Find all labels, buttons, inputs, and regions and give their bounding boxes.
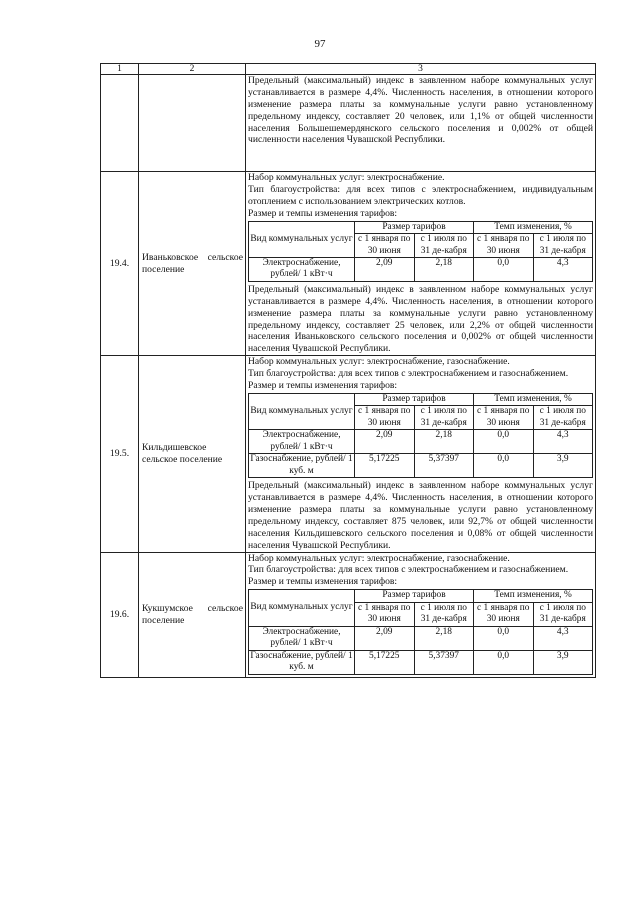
rate-value: 4,3	[533, 257, 593, 281]
service-name: Газоснабжение, рублей/ 1 куб. м	[250, 454, 353, 476]
improvement-text: Тип благоустройства: для всех типов с электроснабжением и газоснабжением.	[248, 564, 569, 576]
improvement-text: Тип благоустройства: для всех типов с электроснабжением, индивидуальным отоплением с использованием электрических котлов.	[248, 183, 593, 207]
service-name: Электроснабжение, рублей/ 1 кВт·ч	[249, 430, 355, 454]
service-set-text: Набор коммунальных услуг: электроснабжение, газоснабжение.	[248, 552, 510, 564]
improvement-text: Тип благоустройства: для всех типов с электроснабжением и газоснабжением.	[248, 368, 569, 380]
tariff-header-size: Размер тарифов	[355, 221, 474, 233]
period-header: с 1 января по 30 июня	[474, 234, 534, 258]
rate-value: 0,0	[474, 454, 534, 478]
period-header: с 1 января по 30 июня	[355, 234, 415, 258]
period-header: с 1 июля по 31 де-кабря	[414, 602, 474, 626]
period-header: с 1 июля по 31 де-кабря	[533, 406, 593, 430]
rate-value: 0,0	[474, 430, 534, 454]
rate-value: 3,9	[533, 650, 593, 674]
tariff-table	[248, 589, 593, 674]
tariff-header-rate: Темп изменения, %	[474, 221, 593, 233]
rate-value: 0,0	[474, 650, 534, 674]
table-row	[101, 356, 596, 552]
tariff-value: 5,17225	[355, 650, 415, 674]
tariff-header-rate: Темп изменения, %	[474, 590, 593, 602]
tariff-value: 2,18	[414, 257, 474, 281]
settlement-name: Кильдишевское сельское поселение	[139, 356, 246, 552]
settlement-name: Иваньковское сельское поселение	[139, 172, 246, 356]
service-name: Газоснабжение, рублей/ 1 куб. м	[250, 650, 353, 673]
service-set-text: Набор коммунальных услуг: электроснабжение.	[248, 172, 445, 183]
period-header: с 1 июля по 31 де-кабря	[533, 602, 593, 626]
tariff-header-rate: Темп изменения, %	[474, 393, 593, 405]
tariff-value: 2,09	[355, 257, 415, 281]
index-paragraph: Предельный (максимальный) индекс в заявленном наборе коммунальных услуг устанавливается в размере 4,4%. Численность населения, в отношении которого изменение размера платы за коммунальные услуги равно установленному предельному индексу, составляет 875 человек, или 92,7% от общей численности населения Кильдишевского сельского поселения и 0,08% от общей численности населения Чувашской Республики.	[248, 480, 593, 551]
tariff-value: 2,09	[355, 430, 415, 454]
column-number-row	[101, 64, 596, 75]
period-header: с 1 января по 30 июня	[355, 406, 415, 430]
table-row	[101, 75, 596, 172]
service-name: Электроснабжение, рублей/ 1 кВт·ч	[249, 257, 355, 281]
rate-value: 0,0	[474, 257, 534, 281]
column-number: 2	[139, 64, 246, 75]
tariff-header-size: Размер тарифов	[355, 393, 474, 405]
period-header: с 1 января по 30 июня	[474, 602, 534, 626]
period-header: с 1 января по 30 июня	[474, 406, 534, 430]
tariff-header-type: Вид коммунальных услуг	[249, 393, 355, 429]
period-header: с 1 июля по 31 де-кабря	[414, 406, 474, 430]
column-number: 3	[246, 64, 596, 75]
settlement-name	[139, 75, 246, 172]
settlement-name: Кукшумское сельское поселение	[139, 552, 246, 677]
tariff-table	[248, 393, 593, 478]
tariffs-title: Размер и темпы изменения тарифов:	[248, 576, 398, 588]
main-table	[100, 63, 596, 678]
rate-value: 4,3	[533, 430, 593, 454]
period-header: с 1 июля по 31 де-кабря	[533, 234, 593, 258]
rate-value: 0,0	[474, 626, 534, 650]
tariff-value: 5,37397	[414, 650, 474, 674]
tariff-value: 5,37397	[414, 454, 474, 478]
tariff-header-size: Размер тарифов	[355, 590, 474, 602]
table-row	[101, 552, 596, 677]
column-number: 1	[101, 64, 139, 75]
page-number: 97	[314, 38, 326, 50]
tariffs-title: Размер и темпы изменения тарифов:	[248, 380, 398, 392]
tariff-header-type: Вид коммунальных услуг	[249, 590, 355, 626]
tariffs-title: Размер и темпы изменения тарифов:	[248, 207, 398, 219]
period-header: с 1 января по 30 июня	[355, 602, 415, 626]
row-number	[101, 75, 139, 172]
index-paragraph: Предельный (максимальный) индекс в заявленном наборе коммунальных услуг устанавливается в размере 4,4%. Численность населения, в отношении которого изменение размера платы за коммунальные услуги равно установленному предельному индексу, составляет 20 человек, или 1,1% от общей численности населения Большешемердянского сельского поселения и 0,002% от общей численности населения Чувашской Республики.	[248, 75, 593, 146]
index-paragraph: Предельный (максимальный) индекс в заявленном наборе коммунальных услуг устанавливается в размере 4,4%. Численность населения, в отношении которого изменение размера платы за коммунальные услуги равно установленному предельному индексу, составляет 25 человек, или 2,2% от общей численности населения Иваньковского сельского поселения и 0,002% от общей численности населения Чувашской Республики.	[248, 283, 593, 355]
tariff-value: 2,09	[355, 626, 415, 650]
rate-value: 4,3	[533, 626, 593, 650]
tariff-value: 5,17225	[355, 454, 415, 478]
row-number: 19.4.	[101, 172, 139, 356]
row-content	[246, 172, 596, 356]
row-content	[246, 552, 596, 677]
tariff-value: 2,18	[414, 626, 474, 650]
row-content	[246, 75, 596, 172]
row-number: 19.5.	[101, 356, 139, 552]
row-number: 19.6.	[101, 552, 139, 677]
rate-value: 3,9	[533, 454, 593, 478]
tariff-value: 2,18	[414, 430, 474, 454]
service-set-text: Набор коммунальных услуг: электроснабжение, газоснабжение.	[248, 356, 510, 368]
row-content	[246, 356, 596, 552]
table-row	[101, 172, 596, 356]
tariff-table	[248, 221, 593, 282]
service-name: Электроснабжение, рублей/ 1 кВт·ч	[249, 626, 355, 650]
period-header: с 1 июля по 31 де-кабря	[414, 234, 474, 258]
tariff-header-type: Вид коммунальных услуг	[249, 221, 355, 257]
